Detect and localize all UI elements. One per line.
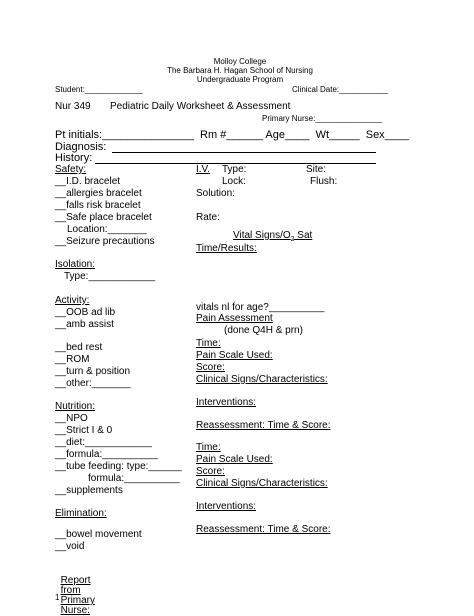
reassessment-2[interactable]: Reassessment: Time & Score:	[196, 524, 331, 535]
time-results-heading: Time/Results:	[196, 243, 257, 254]
nutrition-heading: Nutrition:	[55, 401, 96, 412]
pain-score-1[interactable]: Score:	[196, 362, 225, 373]
pain-assessment-heading: Pain Assessment	[196, 313, 273, 324]
pain-score-2[interactable]: Score:	[196, 466, 225, 477]
npo-item[interactable]: __NPO	[55, 413, 88, 424]
formula-field[interactable]: __formula:__________	[55, 449, 158, 460]
falls-risk-bracelet-item[interactable]: __falls risk bracelet	[55, 200, 141, 211]
seizure-precautions-item[interactable]: __Seizure precautions	[55, 236, 155, 247]
interventions-1[interactable]: Interventions:	[196, 397, 257, 408]
clinical-signs-1[interactable]: Clinical Signs/Characteristics:	[196, 374, 328, 385]
supplements-item[interactable]: __supplements	[55, 485, 123, 496]
tube-feeding-field[interactable]: __tube feeding: type:______	[55, 461, 182, 472]
iv-lock-field[interactable]: Lock:	[222, 176, 246, 187]
worksheet-title: Pediatric Daily Worksheet & Assessment	[110, 101, 291, 112]
pt-initials-field[interactable]: Pt initials:_______________	[55, 129, 194, 141]
other-activity-field[interactable]: __other:_______	[55, 378, 131, 389]
history-label: History:	[55, 152, 93, 164]
allergies-bracelet-item[interactable]: __allergies bracelet	[55, 188, 142, 199]
turn-position-item[interactable]: __turn & position	[55, 366, 131, 377]
iv-type-field[interactable]: Type:	[222, 164, 247, 175]
iv-rate-field[interactable]: Rate:	[196, 212, 220, 223]
location-field[interactable]: Location:_______	[67, 224, 147, 235]
safe-place-bracelet-item[interactable]: __Safe place bracelet	[55, 212, 152, 223]
course-number: Nur 349	[55, 101, 91, 112]
iv-flush-field[interactable]: Flush:	[310, 176, 338, 187]
bed-rest-item[interactable]: __bed rest	[55, 342, 103, 353]
id-bracelet-item[interactable]: __I.D. bracelet	[55, 176, 121, 187]
school-name: The Barbara H. Hagan School of Nursing	[167, 66, 313, 75]
tube-formula-field[interactable]: formula:__________	[88, 473, 180, 484]
primary-nurse-field[interactable]: Primary Nurse:_______________	[262, 114, 383, 123]
iv-heading: I.V.	[196, 164, 211, 175]
rom-item[interactable]: __ROM	[55, 354, 90, 365]
student-field[interactable]: Student:_____________	[55, 85, 143, 94]
interventions-2[interactable]: Interventions:	[196, 501, 257, 512]
iv-solution-field[interactable]: Solution:	[196, 188, 235, 199]
void-item[interactable]: __void	[55, 541, 85, 552]
safety-heading: Safety:	[55, 164, 87, 175]
pain-frequency-note: (done Q4H & prn)	[224, 325, 303, 336]
bowel-movement-item[interactable]: __bowel movement	[55, 529, 142, 540]
diagnosis-line[interactable]	[112, 152, 376, 153]
vital-signs-sat: Sat	[294, 230, 313, 241]
activity-heading: Activity:	[55, 295, 90, 306]
primary-word: Primary	[60, 595, 96, 606]
vital-signs-heading	[233, 231, 312, 243]
vitals-nl-field[interactable]: vitals nl for age?__________	[196, 302, 325, 313]
program-name: Undergraduate Program	[196, 75, 284, 84]
diet-field[interactable]: __diet:____________	[55, 437, 152, 448]
page-number: 1	[55, 593, 60, 602]
report-from-primary-nurse	[55, 566, 95, 616]
college-name: Molloy College	[213, 57, 267, 66]
clinical-signs-2[interactable]: Clinical Signs/Characteristics:	[196, 478, 328, 489]
rm-age-wt-sex-field[interactable]: Rm #______ Age____ Wt_____ Sex____	[200, 129, 410, 141]
strict-io-item[interactable]: __Strict I & 0	[55, 425, 113, 436]
pain-scale-1[interactable]: Pain Scale Used:	[196, 350, 273, 361]
isolation-heading: Isolation:	[55, 259, 96, 270]
clinical-date-field[interactable]: Clinical Date:___________	[292, 85, 389, 94]
isolation-type-field[interactable]: Type:____________	[64, 271, 156, 282]
iv-site-field[interactable]: Site:	[306, 164, 327, 175]
vital-signs-subscript: 2	[290, 236, 295, 243]
elimination-heading: Elimination:	[55, 508, 107, 519]
pain-scale-2[interactable]: Pain Scale Used:	[196, 454, 273, 465]
vital-signs-text: Vital Signs/O	[233, 230, 291, 241]
pain-time-2[interactable]: Time:	[196, 442, 221, 453]
from-word: from	[60, 585, 81, 596]
report-word: Report	[60, 575, 91, 586]
amb-assist-item[interactable]: __amb assist	[55, 319, 114, 330]
oob-ad-lib-item[interactable]: __OOB ad lib	[55, 307, 116, 318]
pain-time-1[interactable]: Time:	[196, 338, 221, 349]
diagnosis-label: Diagnosis:	[55, 141, 107, 153]
reassessment-1[interactable]: Reassessment: Time & Score:	[196, 420, 331, 431]
nurse-word: Nurse:	[60, 605, 91, 616]
